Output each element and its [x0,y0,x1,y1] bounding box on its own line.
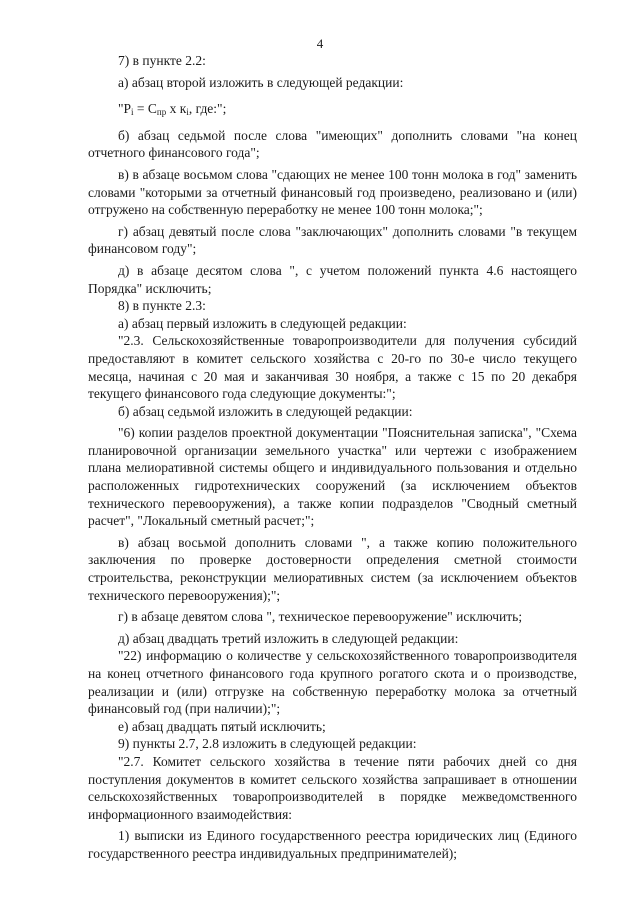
formula-c-subscript: пр [156,107,167,118]
formula-k-subscript: i [186,107,189,118]
paragraph-2-3-g: г) в абзаце девятом слова ", техническое перевооружение" исключить; [118,609,523,625]
paragraph-2-3-quote: "2.3. Сельскохозяйственные товаропроизводители для получения субсидий предоставляют в комитет сельского хозяйства с 20-го по 30-е число текущего месяца, начиная с 20 мая и заканчивая 30 ноября, а также с 15 по 20 декабря текущего финансового года следующие документы:"; [88,333,577,402]
paragraph-2-7-1: 1) выписки из Единого государственного реестра юридических лиц (Единого государственного реестра индивидуальных предпринимателей); [88,828,577,861]
paragraph-2-2-a: а) абзац второй изложить в следующей редакции: [118,74,404,90]
formula-tail: , где:"; [188,101,227,117]
page-number: 4 [316,36,324,51]
paragraph-2-2-b: б) абзац седьмой после слова "имеющих" дополнить словами "на конец отчетного финансового года"; [88,127,577,161]
paragraph-item-7: 7) в пункте 2.2: [118,53,206,68]
paragraph-6-quote: "6) копии разделов проектной документации "Пояснительная записка", "Схема планировочной организации земельного участка" или чертежи с изображением плана мелиоративной системы общего и индивидуального пользования и отдельно расположенных гидротехнических сооружений (за исключением объектов технического перевооружения), а также копии подразделов "Сводный сметный расчет", "Локальный сметный расчет;"; [88,425,577,529]
paragraph-2-2-g: г) абзац девятый после слова "заключающих" дополнить словами "в текущем финансовом году"; [88,223,577,257]
formula-line [88,100,577,118]
paragraph-2-7-quote: "2.7. Комитет сельского хозяйства в течение пяти рабочих дней со дня поступления документов в комитет сельского хозяйства запрашивает в отношении сельскохозяйственных товаропроизводителей в порядке межведомственного информационного взаимодействия: [88,753,577,822]
formula-p-subscript: i [131,107,134,118]
paragraph-item-8: 8) в пункте 2.3: [118,298,206,314]
paragraph-2-3-a: а) абзац первый изложить в следующей редакции: [118,315,407,331]
paragraph-2-2-d: д) в абзаце десятом слова ", с учетом положений пункта 4.6 настоящего Порядка" исключить; [88,262,577,296]
formula-prefix: "P [118,101,132,117]
paragraph-item-9: 9) пункты 2.7, 2.8 изложить в следующей редакции: [118,736,417,752]
paragraph-2-2-v: в) в абзаце восьмом слова "сдающих не менее 100 тонн молока в год" заменить словами "которыми за отчетный финансовый год произведено, реализовано и (или) отгружено на собственную переработку не менее 100 тонн молока;"; [88,166,577,218]
paragraph-22-quote: "22) информацию о количестве у сельскохозяйственного товаропроизводителя на конец отчетного финансового года крупного рогатого скота и о производстве, реализации и (или) отгрузке на собственную переработку молока за отчетный финансовый год (при наличии);"; [88,648,577,717]
formula-times: х к [166,101,187,117]
paragraph-2-3-e: е) абзац двадцать пятый исключить; [118,718,326,734]
paragraph-2-3-v: в) абзац восьмой дополнить словами ", а также копию положительного заключения по проверке достоверности определения сметной стоимости строительства, реконструкции мелиоративных систем (за исключением объектов технического перевооружения);"; [88,534,577,603]
document-body [88,52,577,863]
formula-equals: = С [133,101,157,117]
paragraph-2-3-b: б) абзац седьмой изложить в следующей редакции: [118,403,413,419]
paragraph-2-3-d: д) абзац двадцать третий изложить в следующей редакции: [118,630,459,646]
